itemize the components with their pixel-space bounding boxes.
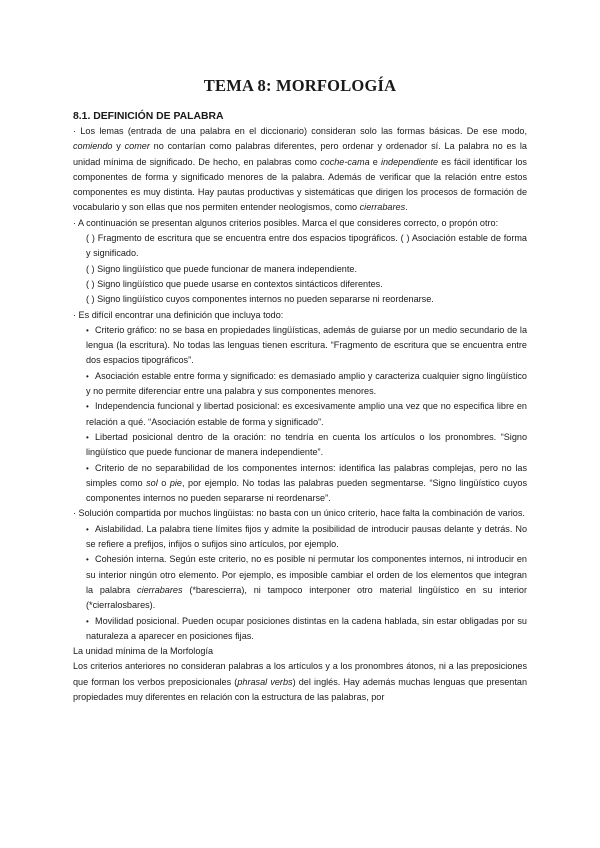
paragraph-lemas (73, 124, 527, 216)
text-run: y (112, 141, 125, 152)
bullet-icon: • (86, 524, 89, 534)
list-item (86, 430, 527, 461)
text-run: e (369, 156, 381, 167)
bullet-icon: • (86, 325, 89, 335)
option-item: ( ) Signo lingüístico cuyos componentes internos no pueden separarse ni reordenarse. (86, 294, 434, 305)
solution-list (73, 522, 527, 644)
paragraph-criterios-anteriores (73, 659, 527, 705)
italic-term: independiente (380, 156, 439, 167)
option-item: ( ) Fragmento de escritura que se encuentra entre dos espacios tipográficos. ( ) Asociación estable de forma y significado. (86, 233, 527, 259)
list-item (86, 399, 527, 430)
bullet-icon: • (86, 555, 89, 565)
list-item-text: Aislabilidad. La palabra tiene límites fijos y admite la posibilidad de introducir pausas delante y detrás. No se refiere a prefijos, infijos o sufijos sino artículos, por ejemplo. (86, 523, 527, 550)
bullet-icon: • (86, 402, 89, 412)
list-item-text: Cohesión interna. Según este criterio, no es posible ni permutar los componentes internos, ni introducir en su interior ningún otro elemento. Por ejemplo, es imposible cambiar el orden de los elementos que integran la palabra (86, 554, 527, 595)
options-list (73, 231, 527, 307)
list-item (86, 323, 527, 369)
option-item: ( ) Signo lingüístico que puede usarse en contextos sintácticos diferentes. (86, 278, 383, 289)
list-item-text: (*barescierra), ni tampoco interponer otro material lingüístico en su interior (*cierralosbares). (86, 584, 527, 611)
text-run: es fácil identificar los componentes de forma y significado menores de la palabra. Además de verificar que la relación entre estos componentes es muy distinta. Hay pautas productivas y sistemáticas que dirigen los procesos de formación de vocabulario y son ellas que nos permiten entender neologismos, como (73, 156, 527, 213)
bullet-icon: • (86, 463, 89, 473)
list-item-text: Asociación estable entre forma y significado: es demasiado amplio y caracteriza cualquier signo lingüístico y no permite diferenciar entre una palabra y sus componentes menores. (86, 370, 527, 397)
list-item-text: , por ejemplo. No todas las palabras pueden segmentarse. “Signo lingüístico cuyos componentes internos no pueden separarse ni reordenarse”. (86, 477, 527, 504)
list-item (86, 369, 527, 400)
italic-term: comer (124, 141, 150, 152)
italic-term: coche-cama (320, 156, 370, 167)
list-item-text: Movilidad posicional. Pueden ocupar posiciones distintas en la cadena hablada, sin estar obligadas por su naturaleza a aparecer en posiciones fijas. (86, 615, 527, 641)
bullet-icon: • (86, 616, 89, 626)
italic-term: phrasal verbs (237, 676, 293, 687)
italic-term: cierrabares (137, 584, 183, 595)
italic-term: pie (169, 477, 182, 488)
list-item (86, 552, 527, 613)
text-run: ) del inglés. Hay además muchas lenguas que presentan propiedades muy diferentes en relación con la estructura de las palabras, por (73, 676, 528, 702)
italic-term: comiendo (73, 141, 113, 152)
text-run: · Los lemas (entrada de una palabra en el diccionario) consideran solo las formas básicas. De ese modo, (73, 126, 527, 136)
paragraph-dificil: · Es difícil encontrar una definición que incluya todo: (73, 309, 284, 320)
list-item-text: Criterio de no separabilidad de los componentes internos: identifica las palabras complejas, pero no las simples como (86, 462, 527, 488)
bullet-icon: • (86, 371, 89, 381)
text-run: Los criterios anteriores no consideran palabras a los artículos y a los pronombres átonos, ni a las preposiciones que forman los verbos preposicionales ( (73, 661, 527, 687)
list-item-text: o (157, 477, 170, 488)
list-item (86, 522, 527, 553)
list-item-text: Independencia funcional y libertad posicional: es excesivamente amplio una vez que no especifica libre en relación a qué. “Asociación estable de forma y significado”. (86, 401, 527, 427)
italic-term: sol (146, 477, 158, 488)
bullet-icon: • (86, 432, 89, 442)
paragraph-solucion: · Solución compartida por muchos lingüistas: no basta con un único criterio, hace falta la combinación de varios. (73, 508, 525, 519)
italic-term: cierrabares (359, 202, 406, 213)
criteria-list (73, 323, 527, 507)
text-run: no contarían como palabras diferentes, pero ordenar y ordenador sí. La palabra no es la unidad mínima de significado. De hecho, en palabras como (73, 141, 527, 167)
list-item (86, 614, 527, 645)
option-item: ( ) Signo lingüístico que puede funcionar de manera independiente. (86, 263, 357, 274)
list-item-text: Criterio gráfico: no se basa en propiedades lingüísticas, además de guiarse por un medio secundario de la lengua (la escritura). No todas las lenguas tienen escritura. “Fragmento de escritura que se encuentra entre dos espacios tipográficos”. (86, 324, 527, 366)
section-heading: 8.1. DEFINICIÓN DE PALABRA (73, 111, 224, 122)
subheading: La unidad mínima de la Morfología (73, 646, 214, 657)
list-item (86, 461, 527, 507)
paragraph-criterios: · A continuación se presentan algunos criterios posibles. Marca el que consideres correcto, o propón otro: (73, 217, 499, 228)
page-title: TEMA 8: MORFOLOGÍA (203, 76, 397, 95)
text-run: . (405, 202, 408, 213)
list-item-text: Libertad posicional dentro de la oración: no tendría en cuenta los artículos o los pronombres. “Signo lingüístico que puede funcionar de manera independiente”. (86, 431, 527, 458)
